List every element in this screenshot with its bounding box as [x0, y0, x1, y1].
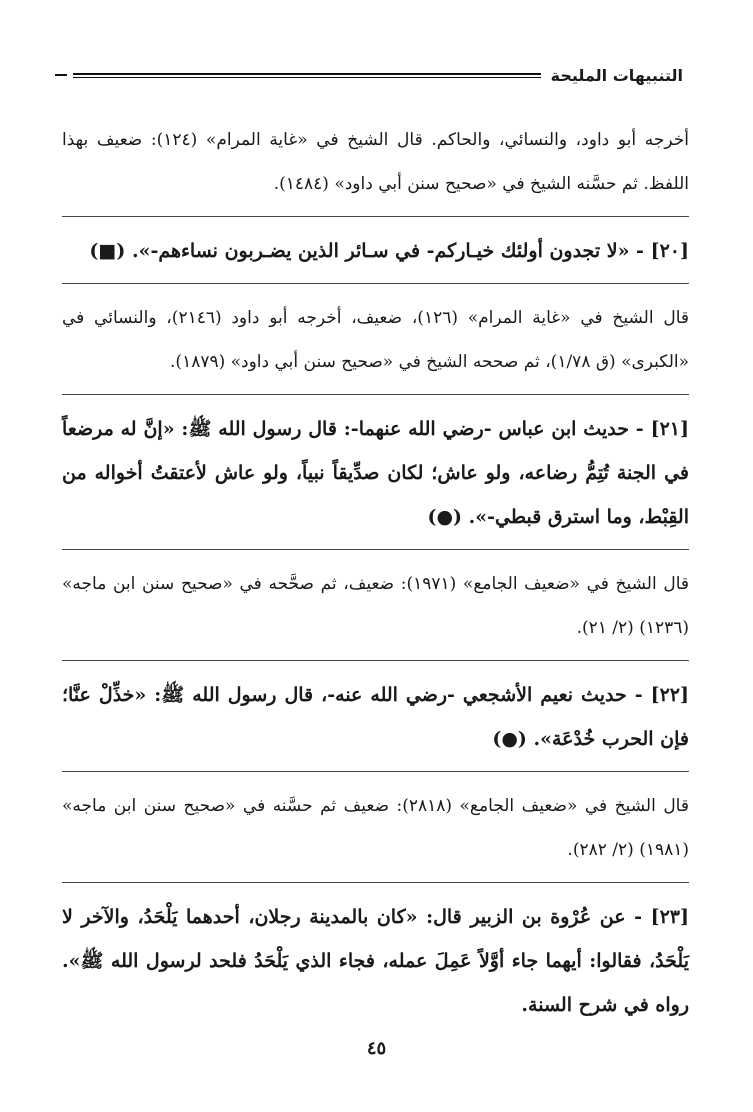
header-rule — [73, 73, 541, 78]
divider — [62, 216, 689, 217]
hadith-text: - حديث نعيم الأشجعي -رضي الله عنه-، قال رسول الله ﷺ: «خذِّلْ عنَّا؛ فإن الحرب خُدْعَة». (●) — [62, 684, 689, 750]
divider — [62, 882, 689, 883]
running-header — [55, 62, 683, 88]
page-content — [62, 118, 689, 1027]
header-title: التنبيهات المليحة — [550, 65, 683, 85]
hadith-text: - عن عُرْوة بن الزبير قال: «كان بالمدينة رجلان، أحدهما يَلْحَدُ، والآخر لا يَلْحَدُ، فقالوا: أيهما جاء أوَّلاً عَمِلَ عمله، فجاء الذي يَلْحَدُ فلحد لرسول الله ﷺ». رواه في شرح السنة. — [62, 906, 689, 1016]
hadith-text: - حديث ابن عباس -رضي الله عنهما-: قال رسول الله ﷺ: «إنَّ له مرضعاً في الجنة تُتِمُّ رضاعه، ولو عاش؛ لكان صدِّيقاً نبياً، ولو عاش لأعتقتُ أخواله من القِبْط، وما استرق قبطي-». (●) — [62, 418, 689, 528]
hadith-entry — [62, 229, 689, 273]
divider — [62, 394, 689, 395]
hadith-entry — [62, 407, 689, 539]
header-dash — [55, 74, 67, 76]
hadith-entry — [62, 895, 689, 1027]
hadith-number: [٢٣] — [650, 906, 689, 928]
page-number: ٤٥ — [366, 1038, 387, 1059]
divider — [62, 283, 689, 284]
hadith-entry — [62, 673, 689, 761]
divider — [62, 549, 689, 550]
hadith-number: [٢١] — [650, 418, 689, 440]
footnote-paragraph: قال الشيخ في «ضعيف الجامع» (٢٨١٨): ضعيف ثم حسَّنه في «صحيح سنن ابن ماجه» (١٩٨١) (٢/ ٢٨٢). — [62, 796, 689, 860]
footnote-paragraph: أخرجه أبو داود، والنسائي، والحاكم. قال الشيخ في «غاية المرام» (١٢٤): ضعيف بهذا اللفظ. ثم حسَّنه الشيخ في «صحيح سنن أبي داود» (١٤٨٤). — [62, 130, 689, 194]
divider — [62, 771, 689, 772]
footnote-paragraph: قال الشيخ في «ضعيف الجامع» (١٩٧١): ضعيف، ثم صحَّحه في «صحيح سنن ابن ماجه» (١٢٣٦) (٢/ ٢١). — [62, 574, 689, 638]
hadith-text: - «لا تجدون أولئك خيـاركم- في سـائر الذين يضـربون نساءهم-». (■) — [89, 240, 644, 262]
hadith-number: [٢٢] — [650, 684, 690, 706]
divider — [62, 660, 689, 661]
hadith-number: [٢٠] — [650, 240, 689, 262]
footnote-paragraph: قال الشيخ في «غاية المرام» (١٢٦)، ضعيف، أخرجه أبو داود (٢١٤٦)، والنسائي في «الكبرى» (ق ١/٧٨)، ثم صححه الشيخ في «صحيح سنن أبي داود» (١٨٧٩). — [62, 308, 689, 372]
